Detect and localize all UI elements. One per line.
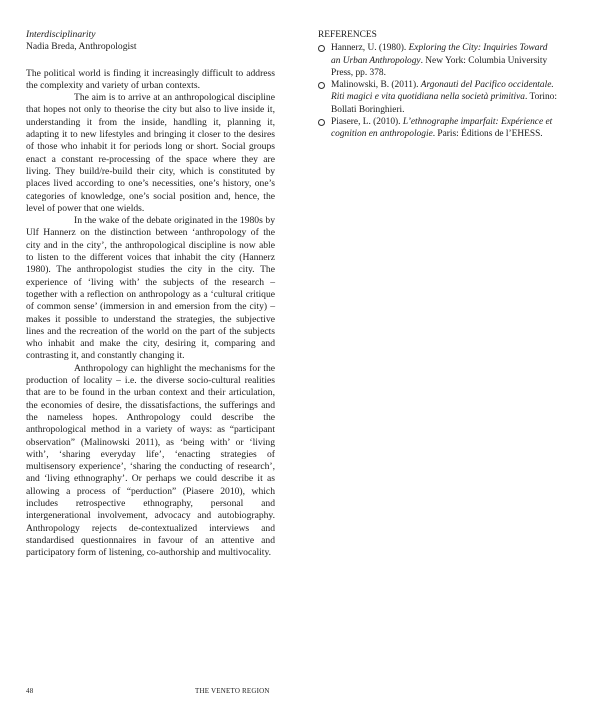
references-heading: REFERENCES [318,30,377,40]
reference-publisher: . Torino: Bollati Boringhieri. [331,92,557,115]
body-paragraph: The political world is finding it increasingly difficult to address the complexity and variety of urban contexts. [26,67,275,91]
reference-author-year: Hannerz, U. (1980). [331,43,409,54]
reference-title: Exploring the City: Inquiries Toward an Urban Anthropology [331,43,548,66]
reference-publisher: . New York: Columbia University Press, pp. 378. [331,55,548,78]
section-kicker: Interdisciplinarity [26,29,96,40]
body-paragraph: The aim is to arrive at an anthropological discipline that hopes not only to theorise the city but also to live inside it, understanding it from the inside, handling it, planning it, adapting it to new lifestyles and bringing it closer to the desires of those who inhabit it for periods long or short. Social groups enact a constant re-processing of the space where they are living. They build/re-build their city, which is constituted by places lived according to one’s necessities, one’s history, one’s categories of knowledge, one’s social position and, hence, the level of power that one wields. [26,92,275,214]
article-body [26,68,275,560]
circle-bullet-icon [318,119,325,126]
body-paragraph: Anthropology can highlight the mechanisms for the production of locality – i.e. the diverse socio-cultural realities that are to be found in the urban context and their articulation, the economies of desire, the dissatisfactions, the sufferings and the nameless hopes. Anthropology could describe the anthropological method in a variety of ways: as “participant observation” (Malinowski 2011), as ‘being with’ or ‘living with’, ‘sharing everyday life’, ‘enacting strategies of multisensory experience’, ‘sharing the conducting of research’, and ‘living ethnography’. Or perhaps we could describe it as allowing a process of “perduction” (Piasere 2010), which includes retrospective ethnography, personal and intergenerational involvement, advocacy and autobiography. Anthropology rejects de-contextualized interviews and standardised questionnaires in favour of an attentive and participatory form of listening, co-authorship and multivocality. [26,362,275,559]
author-byline: Nadia Breda, Anthropologist [26,41,137,53]
reference-publisher: . Paris: Éditions de l’EHESS. [432,129,543,140]
running-title: THE VENETO REGION [195,687,270,695]
reference-item [318,79,558,116]
article-column [26,29,275,559]
reference-title: Argonauti del Pacifico occidentale. Riti magici e vita quotidiana nella società primitiva [331,80,554,103]
references-column [318,29,558,141]
page-number: 48 [26,687,34,695]
reference-item [318,42,558,79]
reference-author-year: Malinowski, B. (2011). [331,80,421,91]
reference-title: L’ethnographe imparfait: Expérience et cognition en anthropologie [331,117,553,140]
reference-author-year: Piasere, L. (2010). [331,117,403,128]
reference-item [318,116,558,141]
circle-bullet-icon [318,82,325,89]
circle-bullet-icon [318,45,325,52]
references-list [318,42,558,140]
body-paragraph: In the wake of the debate originated in the 1980s by Ulf Hannerz on the distinction between ‘anthropology of the city and in the city’, the anthropological discipline is now able to listen to the different voices that inhabit the city (Hannerz 1980). The anthropologist studies the city in the city. The experience of ‘living with’ the subjects of the research – together with a reflection on anthropology as a ‘cultural critique of common sense’ (immersion in and emersion from the city) – makes it possible to understand the strategies, the subjective lines and the recreation of the world on the part of the subjects who inhabit and make the city, desiring it, comparing and contrasting it, and constantly changing it. [26,215,275,362]
